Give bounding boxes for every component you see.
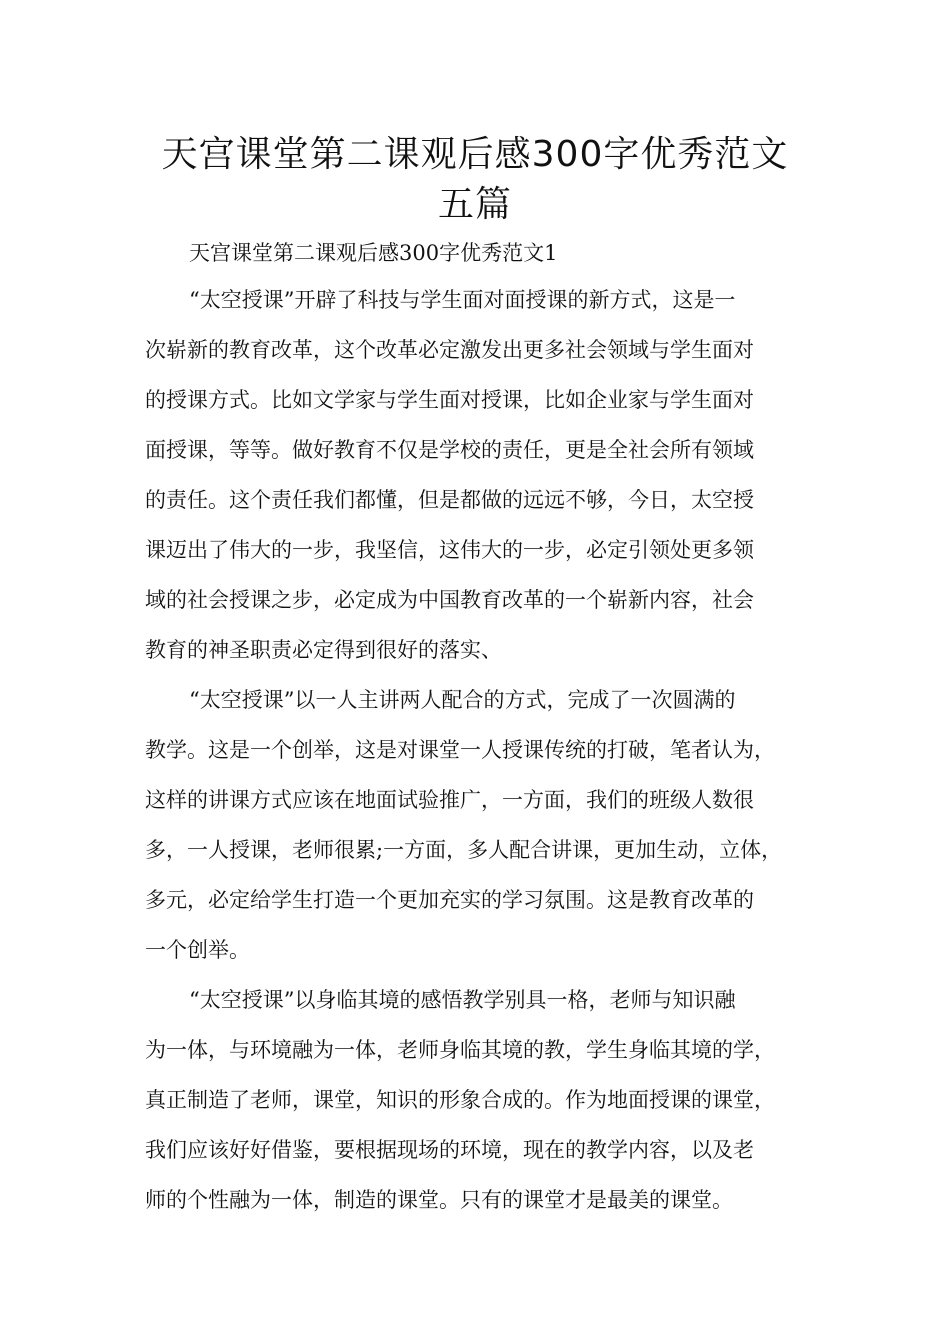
paragraph-3-line: “太空授课”以身临其境的感悟教学别具一格，老师与知识融 bbox=[189, 988, 736, 1012]
paragraph-1-line: 域的社会授课之步，必定成为中国教育改革的一个崭新内容，社会 bbox=[145, 588, 754, 612]
document-title-line-1: 天宫课堂第二课观后感300字优秀范文 bbox=[161, 134, 789, 175]
paragraph-1-line: 面授课，等等。做好教育不仅是学校的责任，更是全社会所有领域 bbox=[145, 438, 754, 462]
paragraph-2-line: 多元，必定给学生打造一个更加充实的学习氛围。这是教育改革的 bbox=[145, 888, 754, 912]
paragraph-3-line: 为一体，与环境融为一体，老师身临其境的教，学生身临其境的学， bbox=[145, 1038, 775, 1062]
paragraph-3-line: 我们应该好好借鉴，要根据现场的环境，现在的教学内容，以及老 bbox=[145, 1138, 754, 1162]
paragraph-1-line: 教育的神圣职责必定得到很好的落实、 bbox=[145, 638, 502, 662]
paragraph-1-line: 的责任。这个责任我们都懂，但是都做的远远不够，今日，太空授 bbox=[145, 488, 754, 512]
paragraph-3-line: 真正制造了老师，课堂，知识的形象合成的。作为地面授课的课堂， bbox=[145, 1088, 775, 1112]
paragraph-3-line: 师的个性融为一体，制造的课堂。只有的课堂才是最美的课堂。 bbox=[145, 1188, 733, 1212]
paragraph-1-line: 课迈出了伟大的一步，我坚信，这伟大的一步，必定引领处更多领 bbox=[145, 538, 754, 562]
paragraph-2-line: 这样的讲课方式应该在地面试验推广，一方面，我们的班级人数很 bbox=[145, 788, 754, 812]
paragraph-2-line: “太空授课”以一人主讲两人配合的方式，完成了一次圆满的 bbox=[189, 688, 736, 712]
paragraph-2-line: 多，一人授课，老师很累;一方面，多人配合讲课，更加生动，立体， bbox=[145, 838, 783, 862]
paragraph-2-line: 一个创举。 bbox=[145, 938, 250, 962]
paragraph-1-line: “太空授课”开辟了科技与学生面对面授课的新方式，这是一 bbox=[189, 288, 736, 312]
paragraph-2-line: 教学。这是一个创举，这是对课堂一人授课传统的打破，笔者认为， bbox=[145, 738, 775, 762]
paragraph-1-line: 次崭新的教育改革，这个改革必定激发出更多社会领域与学生面对 bbox=[145, 338, 754, 362]
document-title-line-2: 五篇 bbox=[437, 184, 512, 225]
paragraph-1-line: 的授课方式。比如文学家与学生面对授课，比如企业家与学生面对 bbox=[145, 388, 754, 412]
essay-heading: 天宫课堂第二课观后感300字优秀范文1 bbox=[189, 241, 558, 265]
